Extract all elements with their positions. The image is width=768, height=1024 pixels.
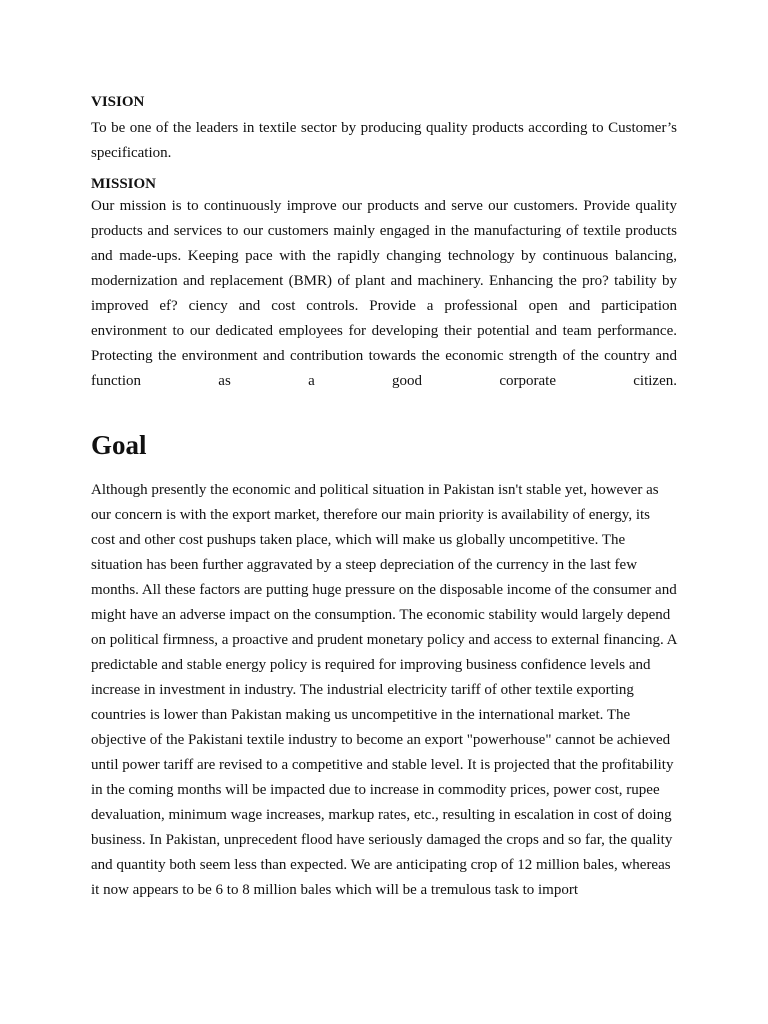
vision-heading: VISION <box>91 94 145 110</box>
mission-heading: MISSION <box>91 176 157 192</box>
vision-text: To be one of the leaders in textile sector by producing quality products according to Customer’s specification. <box>91 120 677 161</box>
goal-text: Although presently the economic and political situation in Pakistan isn't stable yet, however as our concern is with the export market, therefore our main priority is availability of energy, its cost and other cost pushups taken place, which will make us globally uncompetitive. The situation has been further aggravated by a steep depreciation of the currency in the last few months. All these factors are putting huge pressure on the disposable income of the consumer and might have an adverse impact on the consumption. The economic stability would largely depend on political firmness, a proactive and prudent monetary policy and access to external financing. A predictable and stable energy policy is required for improving business confidence levels and increase in investment in industry. The industrial electricity tariff of other textile exporting countries is lower than Pakistan making us uncompetitive in the international market. The objective of the Pakistani textile industry to become an export "powerhouse" cannot be achieved until power tariff are revised to a competitive and stable level. It is projected that the profitability in the coming months will be impacted due to increase in commodity prices, power cost, rupee devaluation, minimum wage increases, markup rates, etc., resulting in escalation in cost of doing business. In Pakistan, unprecedent flood have seriously damaged the crops and so far, the quality and quantity both seem less than expected. We are anticipating crop of 12 million bales, whereas it now appears to be 6 to 8 million bales which will be a tremulous task to import <box>91 482 677 898</box>
document-page <box>91 92 677 903</box>
goal-heading: Goal <box>91 430 147 460</box>
mission-text: Our mission is to continuously improve our products and serve our customers. Provide quality products and services to our customers mainly engaged in the manufacturing of textile products and made-ups. Keeping pace with the rapidly changing technology by continuous balancing, modernization and replacement (BMR) of plant and machinery. Enhancing the pro? tability by improved ef? ciency and cost controls. Provide a professional open and participation environment to our dedicated employees for developing their potential and team performance. Protecting the environment and contribution towards the economic strength of the country and function as a good corporate citizen. <box>91 198 677 389</box>
